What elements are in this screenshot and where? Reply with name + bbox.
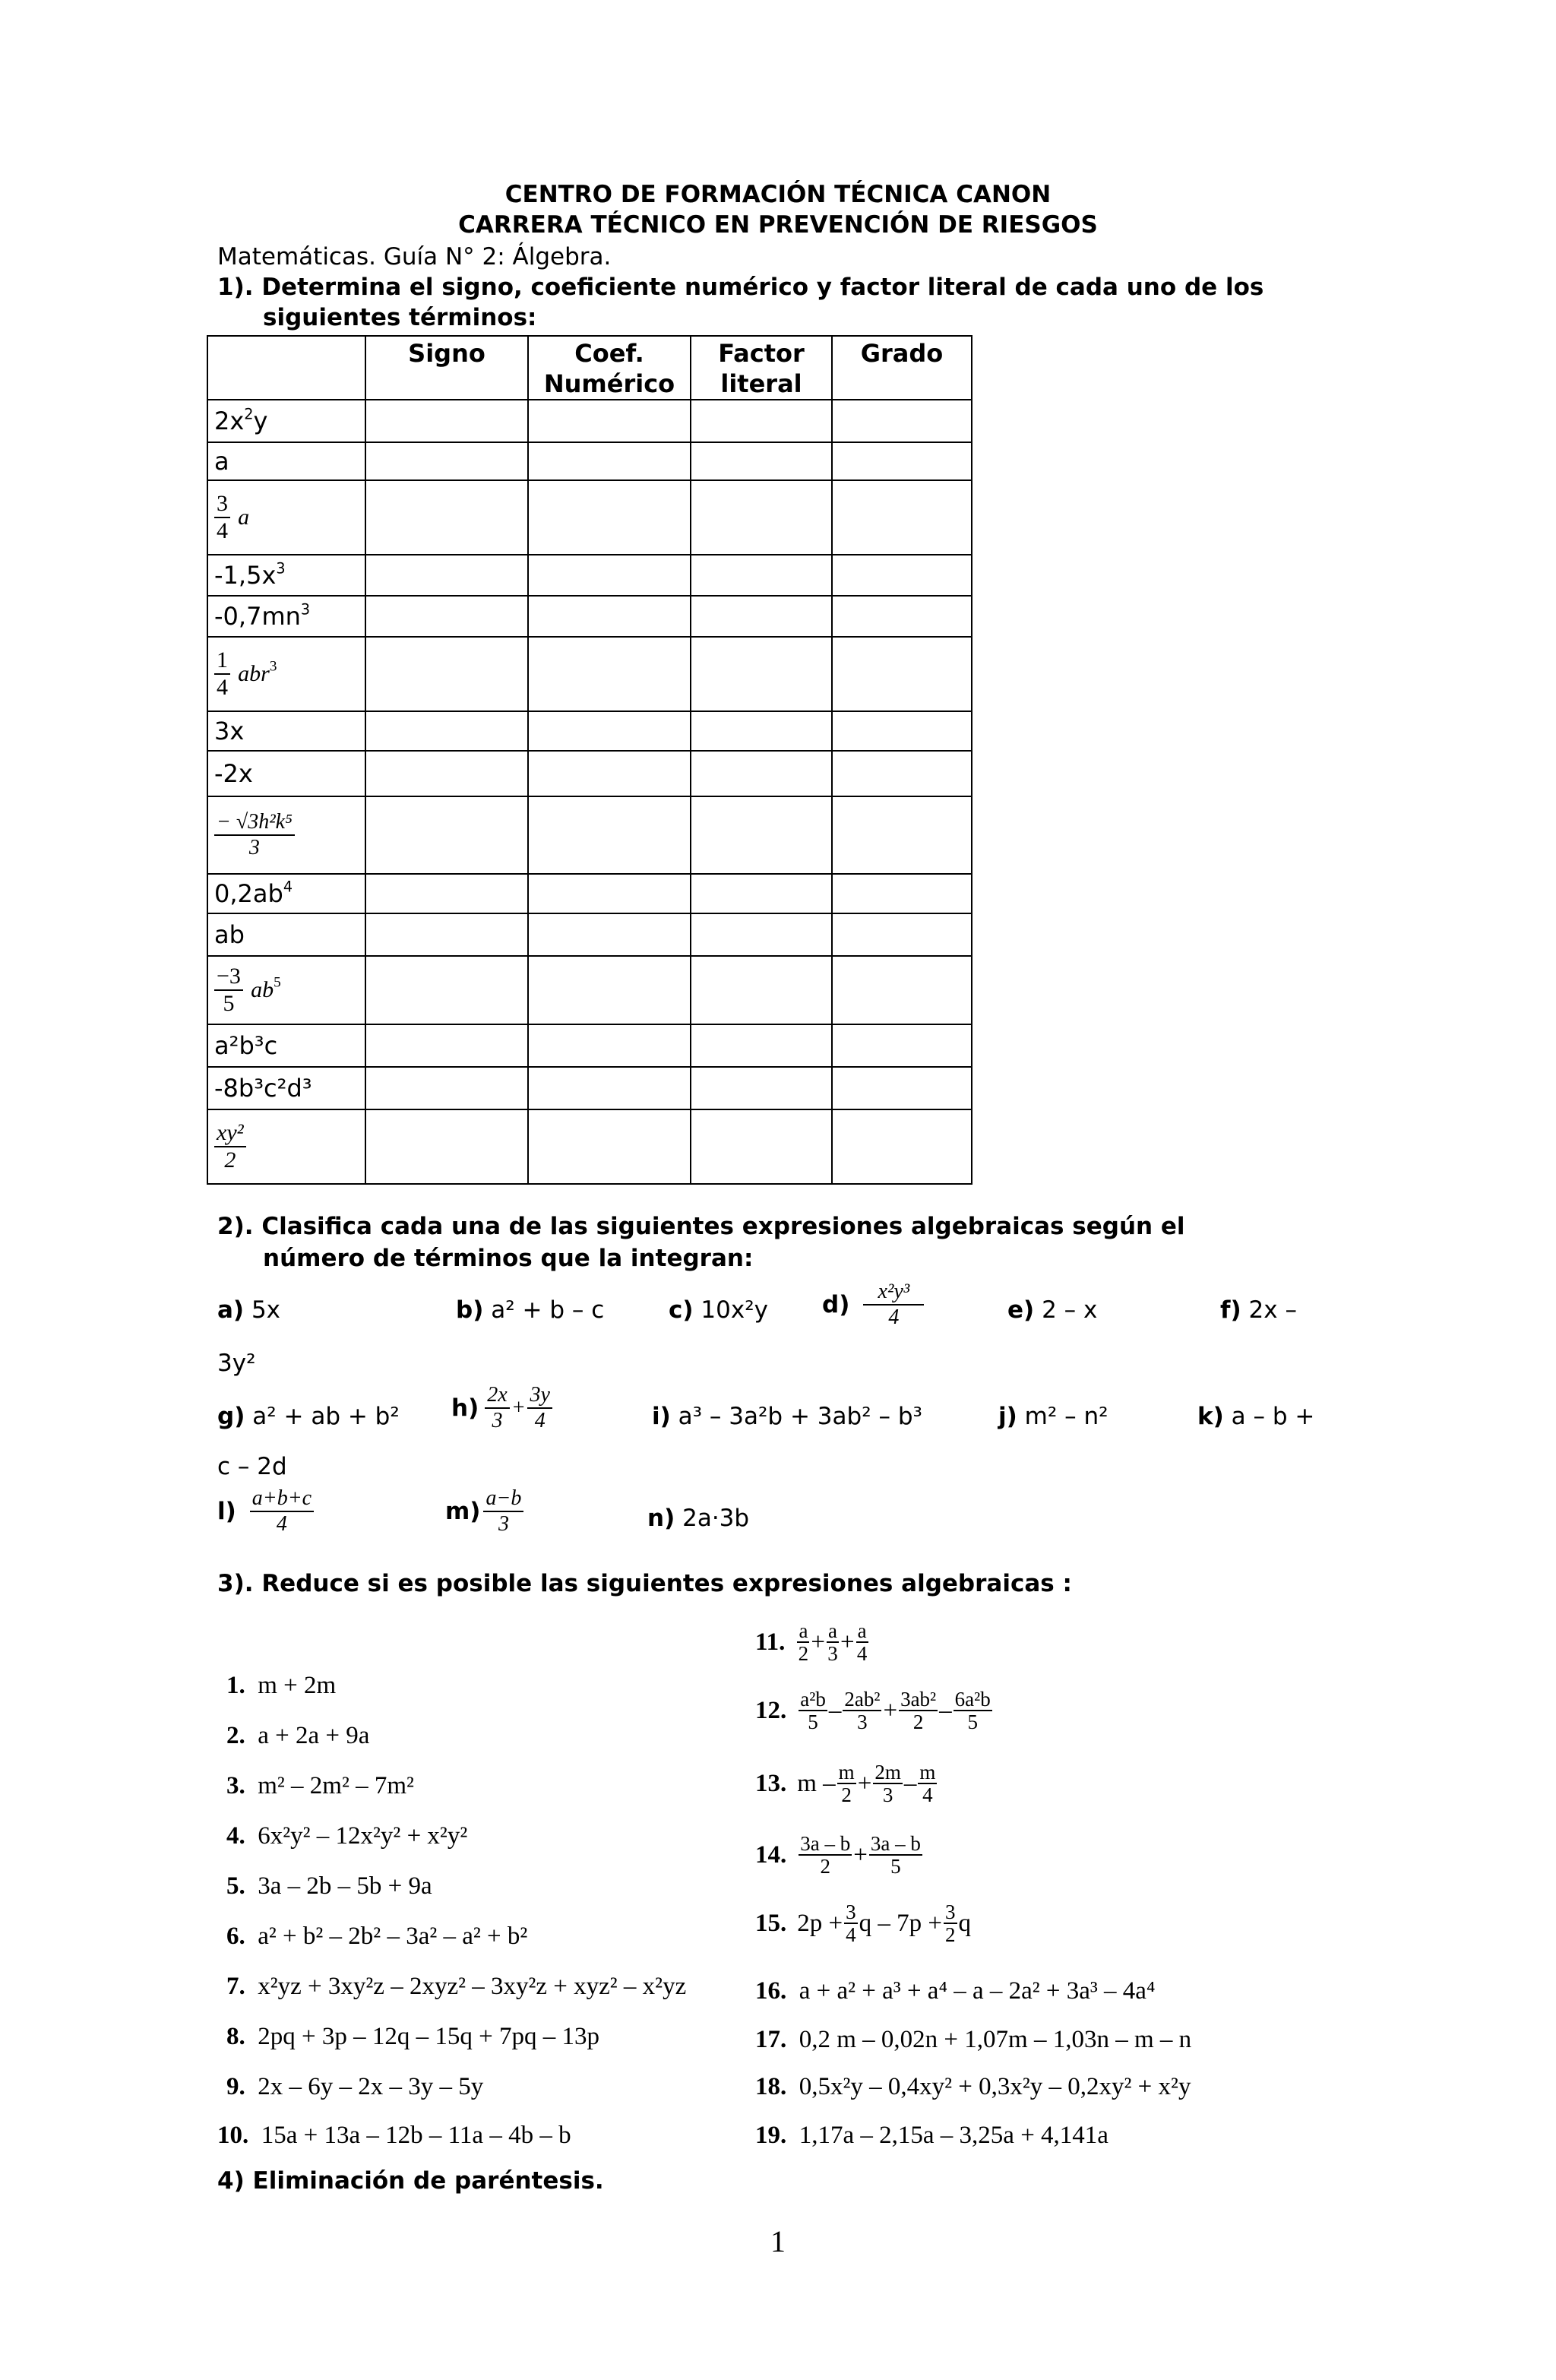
section-3-number: 3). bbox=[217, 1570, 254, 1597]
exercise-9: 9. 2x – 6y – 2x – 3y – 5y bbox=[226, 2073, 484, 2100]
term-cell: $2x^2y$ bbox=[207, 400, 365, 442]
table-row bbox=[207, 637, 972, 711]
answer-cell[interactable] bbox=[528, 913, 691, 956]
table-row bbox=[207, 442, 972, 480]
item-i: i) a³ – 3a²b + 3ab² – b³ bbox=[652, 1403, 922, 1430]
term-cell: $\frac{1}{4}$ abr$^3$ bbox=[207, 637, 365, 711]
term-cell: $-1,5x^3$ bbox=[207, 555, 365, 596]
answer-cell[interactable] bbox=[365, 796, 528, 874]
exercise-15: 15. 2p + $\frac{3}{4}$ q – 7p + $\frac{3}{2}$ q bbox=[755, 1901, 971, 1947]
term-cell: a²b³c bbox=[207, 1024, 365, 1067]
section-4-title: 4) Eliminación de paréntesis. bbox=[217, 2167, 604, 2195]
answer-cell[interactable] bbox=[832, 596, 972, 637]
exercise-6: 6. a² + b² – 2b² – 3a² – a² + b² bbox=[226, 1923, 528, 1950]
header-coef: Coef. Numérico bbox=[528, 336, 691, 400]
item-g: g) a² + ab + b² bbox=[217, 1403, 400, 1430]
term-cell: $0,2ab^4$ bbox=[207, 874, 365, 913]
term-cell: ab bbox=[207, 913, 365, 956]
answer-cell[interactable] bbox=[365, 555, 528, 596]
answer-cell[interactable] bbox=[832, 711, 972, 751]
terms-table bbox=[207, 335, 972, 1185]
header-line-1: CENTRO DE FORMACIÓN TÉCNICA CANON bbox=[504, 181, 1052, 208]
table-row bbox=[207, 956, 972, 1024]
answer-cell[interactable] bbox=[365, 956, 528, 1024]
table-row bbox=[207, 1024, 972, 1067]
item-n: n) 2a·3b bbox=[647, 1505, 750, 1532]
answer-cell[interactable] bbox=[832, 400, 972, 442]
item-h: h) $\frac{2x}{3}$ + $\frac{3y}{4}$ bbox=[451, 1385, 552, 1432]
answer-cell[interactable] bbox=[528, 1067, 691, 1109]
answer-cell[interactable] bbox=[528, 637, 691, 711]
answer-cell[interactable] bbox=[691, 1067, 832, 1109]
answer-cell[interactable] bbox=[528, 596, 691, 637]
exercise-18: 18. 0,5x²y – 0,4xy² + 0,3x²y – 0,2xy² + x²y bbox=[755, 2073, 1191, 2100]
answer-cell[interactable] bbox=[528, 751, 691, 796]
section-3-title bbox=[217, 1570, 1072, 1597]
term-cell: -2x bbox=[207, 751, 365, 796]
term-cell: $\frac{\text{xy²}}{2}$ bbox=[207, 1109, 365, 1184]
table-row bbox=[207, 480, 972, 555]
table-row bbox=[207, 913, 972, 956]
term-cell: $\frac{\text{− √3h²k⁵}}{3}$ bbox=[207, 796, 365, 874]
answer-cell[interactable] bbox=[365, 913, 528, 956]
exercise-7: 7. x²yz + 3xy²z – 2xyz² – 3xy²z + xyz² – x²yz bbox=[226, 1973, 687, 2000]
header-factor: Factor literal bbox=[691, 336, 832, 400]
section-1-title-a: Determina el signo, coeficiente numérico y factor literal de cada uno de los bbox=[261, 274, 1264, 301]
answer-cell[interactable] bbox=[528, 480, 691, 555]
item-d: d) $\frac{\text{x²y³}}{4}$ bbox=[822, 1281, 924, 1328]
answer-cell[interactable] bbox=[365, 1109, 528, 1184]
answer-cell[interactable] bbox=[832, 555, 972, 596]
answer-cell[interactable] bbox=[365, 480, 528, 555]
exercise-19: 19. 1,17a – 2,15a – 3,25a + 4,141a bbox=[755, 2122, 1108, 2149]
table-row bbox=[207, 555, 972, 596]
section-1-title-b: siguientes términos: bbox=[263, 304, 537, 331]
table-row bbox=[207, 596, 972, 637]
answer-cell[interactable] bbox=[365, 711, 528, 751]
item-c: c) 10x²y bbox=[669, 1296, 768, 1324]
answer-cell[interactable] bbox=[365, 751, 528, 796]
answer-cell[interactable] bbox=[832, 1024, 972, 1067]
answer-cell[interactable] bbox=[528, 956, 691, 1024]
answer-cell[interactable] bbox=[691, 796, 832, 874]
answer-cell[interactable] bbox=[365, 637, 528, 711]
answer-cell[interactable] bbox=[832, 874, 972, 913]
answer-cell[interactable] bbox=[691, 913, 832, 956]
term-cell: a bbox=[207, 442, 365, 480]
answer-cell[interactable] bbox=[528, 1109, 691, 1184]
answer-cell[interactable] bbox=[528, 400, 691, 442]
exercise-16: 16. a + a² + a³ + a⁴ – a – 2a² + 3a³ – 4a⁴ bbox=[755, 1977, 1156, 2005]
exercise-14: 14. 3a – b 2 + $\frac{3a - b}{5}$ bbox=[755, 1832, 921, 1878]
exercise-5: 5. 3a – 2b – 5b + 9a bbox=[226, 1872, 432, 1900]
exercise-11: 11. a 2 + $\frac{a}{3}$ + $\frac{a}{4}$ bbox=[755, 1619, 868, 1666]
answer-cell[interactable] bbox=[691, 956, 832, 1024]
item-l: l) $\frac{a+b+c}{4}$ bbox=[217, 1488, 314, 1535]
item-k: k) a – b + bbox=[1197, 1403, 1315, 1430]
exercise-1: 1. m + 2m bbox=[226, 1672, 337, 1699]
answer-cell[interactable] bbox=[832, 480, 972, 555]
answer-cell[interactable] bbox=[365, 442, 528, 480]
exercise-8: 8. 2pq + 3p – 12q – 15q + 7pq – 13p bbox=[226, 2023, 599, 2050]
answer-cell[interactable] bbox=[691, 711, 832, 751]
section-2-title bbox=[217, 1213, 1185, 1240]
answer-cell[interactable] bbox=[691, 400, 832, 442]
answer-cell[interactable] bbox=[691, 480, 832, 555]
header-line-2: CARRERA TÉCNICO EN PREVENCIÓN DE RIESGOS bbox=[458, 211, 1098, 239]
answer-cell[interactable] bbox=[365, 596, 528, 637]
answer-cell[interactable] bbox=[528, 874, 691, 913]
section-2-title-a: Clasifica cada una de las siguientes expresiones algebraicas según el bbox=[261, 1213, 1185, 1240]
answer-cell[interactable] bbox=[691, 442, 832, 480]
answer-cell[interactable] bbox=[528, 711, 691, 751]
answer-cell[interactable] bbox=[365, 1024, 528, 1067]
answer-cell[interactable] bbox=[832, 1109, 972, 1184]
item-k-continued: c – 2d bbox=[217, 1453, 287, 1480]
term-cell: $\frac{3}{4}$ a bbox=[207, 480, 365, 555]
term-cell: -8b³c²d³ bbox=[207, 1067, 365, 1109]
section-3-title-text: Reduce si es posible las siguientes expresiones algebraicas : bbox=[261, 1570, 1072, 1597]
exercise-12: 12. a²b 5 – 2ab² 3 + $\frac{\text{3ab²}}{2}$ – 6a²b 5 bbox=[755, 1688, 991, 1734]
section-1-number: 1). bbox=[217, 274, 254, 301]
answer-cell[interactable] bbox=[691, 555, 832, 596]
answer-cell[interactable] bbox=[832, 751, 972, 796]
table-row bbox=[207, 711, 972, 751]
section-1-title bbox=[217, 274, 1263, 301]
answer-cell[interactable] bbox=[832, 442, 972, 480]
answer-cell[interactable] bbox=[365, 400, 528, 442]
table-header-row bbox=[207, 336, 972, 400]
header-grado: Grado bbox=[832, 336, 972, 400]
exercise-13: 13. m – m 2 + $\frac{2m}{3}$ – m 4 bbox=[755, 1761, 936, 1807]
item-a: a) 5x bbox=[217, 1296, 281, 1324]
table-row bbox=[207, 796, 972, 874]
table-row bbox=[207, 751, 972, 796]
exercise-2: 2. a + 2a + 9a bbox=[226, 1722, 370, 1749]
answer-cell[interactable] bbox=[691, 596, 832, 637]
answer-cell[interactable] bbox=[691, 751, 832, 796]
term-cell: $-0,7mn^3$ bbox=[207, 596, 365, 637]
section-2-title-b: número de términos que la integran: bbox=[263, 1245, 754, 1272]
answer-cell[interactable] bbox=[365, 874, 528, 913]
answer-cell[interactable] bbox=[528, 442, 691, 480]
exercise-17: 17. 0,2 m – 0,02n + 1,07m – 1,03n – m – n bbox=[755, 2026, 1192, 2053]
answer-cell[interactable] bbox=[528, 796, 691, 874]
answer-cell[interactable] bbox=[832, 913, 972, 956]
header-empty bbox=[207, 336, 365, 400]
answer-cell[interactable] bbox=[832, 1067, 972, 1109]
answer-cell[interactable] bbox=[528, 555, 691, 596]
item-f-continued: 3y² bbox=[217, 1350, 256, 1377]
answer-cell[interactable] bbox=[832, 796, 972, 874]
term-cell: $\frac{-3}{5}$ $ab^5$ bbox=[207, 956, 365, 1024]
answer-cell[interactable] bbox=[691, 1024, 832, 1067]
item-b: b) a² + b – c bbox=[456, 1296, 605, 1324]
answer-cell[interactable] bbox=[528, 1024, 691, 1067]
section-2-number: 2). bbox=[217, 1213, 254, 1240]
answer-cell[interactable] bbox=[832, 956, 972, 1024]
answer-cell[interactable] bbox=[691, 874, 832, 913]
answer-cell[interactable] bbox=[832, 637, 972, 711]
page-number: 1 bbox=[770, 2224, 786, 2258]
table-row bbox=[207, 874, 972, 913]
answer-cell[interactable] bbox=[691, 1109, 832, 1184]
answer-cell[interactable] bbox=[691, 637, 832, 711]
answer-cell[interactable] bbox=[365, 1067, 528, 1109]
table-row bbox=[207, 400, 972, 442]
item-e: e) 2 – x bbox=[1007, 1296, 1098, 1324]
table-row bbox=[207, 1109, 972, 1184]
exercise-10: 10. 15a + 13a – 12b – 11a – 4b – b bbox=[217, 2122, 571, 2149]
exercise-4: 4. 6x²y² – 12x²y² + x²y² bbox=[226, 1822, 468, 1850]
table-row bbox=[207, 1067, 972, 1109]
header-signo: Signo bbox=[365, 336, 528, 400]
subject-line: Matemáticas. Guía N° 2: Álgebra. bbox=[217, 243, 612, 271]
exercise-3: 3. m² – 2m² – 7m² bbox=[226, 1772, 414, 1799]
item-f: f) 2x – bbox=[1220, 1296, 1297, 1324]
item-m: m) $\frac{a-b}{3}$ bbox=[445, 1488, 523, 1535]
item-j: j) m² – n² bbox=[998, 1403, 1108, 1430]
term-cell: 3x bbox=[207, 711, 365, 751]
